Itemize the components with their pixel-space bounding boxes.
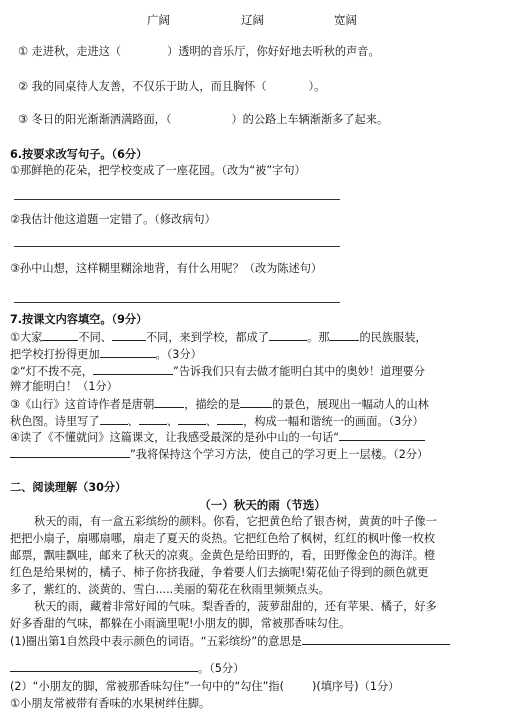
- q7-line-3: [10, 363, 425, 379]
- q5-item-3-text-a: ③ 冬日的阳光渐渐洒满路面，（: [18, 113, 172, 126]
- q7-line-6-d: 、: [205, 415, 218, 428]
- q6-answer-line-2[interactable]: [14, 246, 340, 247]
- passage-line: 多了，紫红的、淡黄的、雪白.....美丽的菊花在秋雨里频频点头。: [10, 583, 330, 596]
- q7-blank[interactable]: [217, 413, 243, 425]
- q5-item-1-text-b: ）透明的音乐厅，你好好地去听秋的声音。: [167, 45, 380, 58]
- q7-line-5-c: 的景色，展现出一幅动人的山林: [272, 398, 429, 411]
- q5-item-2: [18, 79, 325, 94]
- reading-question-2-score: )(填序号)（1分）: [311, 680, 400, 693]
- reading-question-1-text: (1)圈出第1自然段中表示颜色的词语。“五彩缤纷”的意思是: [10, 635, 302, 648]
- q7-blank[interactable]: [112, 329, 146, 341]
- reading-blank[interactable]: [302, 633, 450, 645]
- q6-heading: 6.按要求改写句子。（6分）: [10, 148, 148, 161]
- q7-line-6: [10, 413, 424, 429]
- q5-item-3-text-b: ）的公路上车辆渐渐多了起来。: [231, 113, 389, 126]
- passage-line: 邮票，飘哇飘哇，邮来了秋天的凉爽。金黄色是给田野的，看，田野像金色的海洋。橙: [10, 549, 436, 562]
- q7-line-8-a: ”我将保持这个学习方法，使自己的学习更上一层楼。（2分）: [130, 448, 429, 461]
- q7-line-1-d: 。那: [307, 331, 330, 344]
- q7-line-6-a: 秋色图。诗里写了: [10, 415, 100, 428]
- q7-line-8: [10, 446, 428, 462]
- reading-question-1-score: 。（5分）: [198, 662, 245, 675]
- q5-item-2-text-a: ② 我的同桌待人友善，不仅乐于助人，而且胸怀（: [18, 80, 267, 93]
- q7-heading: 7.按课文内容填空。（9分）: [10, 313, 148, 326]
- q7-blank[interactable]: [100, 413, 128, 425]
- section-2-heading: 二、阅读理解（30分）: [10, 481, 127, 494]
- q7-blank[interactable]: [10, 446, 130, 458]
- q5-item-1: [18, 44, 380, 59]
- q7-blank[interactable]: [178, 413, 206, 425]
- q7-line-1-a: ①大家: [10, 331, 43, 344]
- reading-question-2-text: (2）“小朋友的脚，常被那香味勾住”一句中的“勾住”指(: [10, 680, 284, 693]
- passage-line: 秋天的雨，藏着非常好闻的气味。梨香香的，菠萝甜甜的，还有苹果、橘子，好多: [34, 600, 437, 613]
- passage-line: 秋天的雨，有一盒五彩缤纷的颜料。你看，它把黄色给了银杏树，黄黄的叶子像一: [34, 515, 437, 528]
- q7-line-1-b: 不同、: [78, 331, 112, 344]
- q7-blank[interactable]: [139, 413, 167, 425]
- q7-line-1-c: 不同，来到学校，都成了: [145, 331, 270, 344]
- q7-line-3-b: ”告诉我们只有去做才能明白其中的奥妙！道理要分: [172, 365, 425, 378]
- q7-blank[interactable]: [100, 346, 156, 358]
- word-choice-1: 广阔: [147, 13, 170, 27]
- q6-item-2: ②我估计他这道题一定错了。（修改病句）: [10, 213, 216, 226]
- q7-line-2-b: 。（3分）: [155, 348, 202, 361]
- q6-item-1: ①那鲜艳的花朵，把学校变成了一座花园。（改为“被”字句）: [10, 164, 306, 177]
- q5-item-1-text-a: ① 走进秋，走进这（: [18, 45, 122, 58]
- passage-title: （一）秋天的雨（节选）: [199, 498, 326, 512]
- passage-line: 把把小扇子，扇哪扇哪，扇走了夏天的炎热。它把红色给了枫树，红红的枫叶像一枚枚: [10, 532, 436, 545]
- q7-line-2: [10, 346, 202, 362]
- q7-blank[interactable]: [93, 363, 173, 375]
- q7-line-4: 辨才能明白！（1分）: [10, 380, 118, 393]
- q7-blank[interactable]: [42, 329, 78, 341]
- word-choice-2: 辽阔: [241, 13, 264, 27]
- q7-line-6-e: ，构成一幅和谐统一的画面。（3分）: [243, 415, 424, 428]
- q7-blank[interactable]: [339, 429, 425, 441]
- q6-item-3: ③孙中山想，这样糊里糊涂地背，有什么用呢？（改为陈述句）: [10, 262, 323, 275]
- q7-blank[interactable]: [240, 396, 272, 408]
- q7-line-6-c: 、: [166, 415, 178, 428]
- passage-line: 好多香甜的气味，都躲在小雨滴里呢!小朋友的脚，常被那香味勾住。: [10, 617, 351, 630]
- q7-line-1-e: 的民族服装，: [359, 331, 427, 344]
- reading-question-1-cont: [10, 660, 244, 676]
- q6-answer-line-3[interactable]: [14, 302, 340, 303]
- word-choice-3: 宽阔: [334, 13, 357, 27]
- reading-blank[interactable]: [10, 660, 198, 672]
- q7-line-1: [10, 329, 427, 345]
- q7-blank[interactable]: [154, 396, 184, 408]
- q7-blank[interactable]: [269, 329, 307, 341]
- q7-line-2-a: 把学校打扮得更加: [10, 348, 100, 361]
- q7-line-5-a: ③《山行》这首诗作者是唐朝: [10, 398, 155, 411]
- q7-line-6-b: 、: [127, 415, 139, 428]
- q6-answer-line-1[interactable]: [14, 199, 340, 200]
- q7-line-5: [10, 396, 429, 412]
- q7-line-5-b: ，描绘的是: [184, 398, 241, 411]
- passage-line: 红色是给果树的，橘子、柿子你挤我碰，争着要人们去摘呢!菊花仙子得到的颜色就更: [10, 566, 429, 579]
- q7-line-7: [10, 429, 425, 445]
- q5-item-2-text-b: ）。: [308, 80, 326, 93]
- q7-blank[interactable]: [329, 329, 359, 341]
- reading-question-2-option-1: ①小朋友常被带有香味的水果树绊住脚。: [10, 697, 211, 710]
- q5-item-3: [18, 112, 388, 127]
- reading-question-2: [10, 679, 399, 694]
- reading-question-1: [10, 633, 450, 649]
- q7-line-3-a: ②“灯不拨不亮，: [10, 365, 93, 378]
- q7-line-7-a: ④读了《不懂就问》这篇课文，让我感受最深的是孙中山的一句话“: [10, 431, 340, 444]
